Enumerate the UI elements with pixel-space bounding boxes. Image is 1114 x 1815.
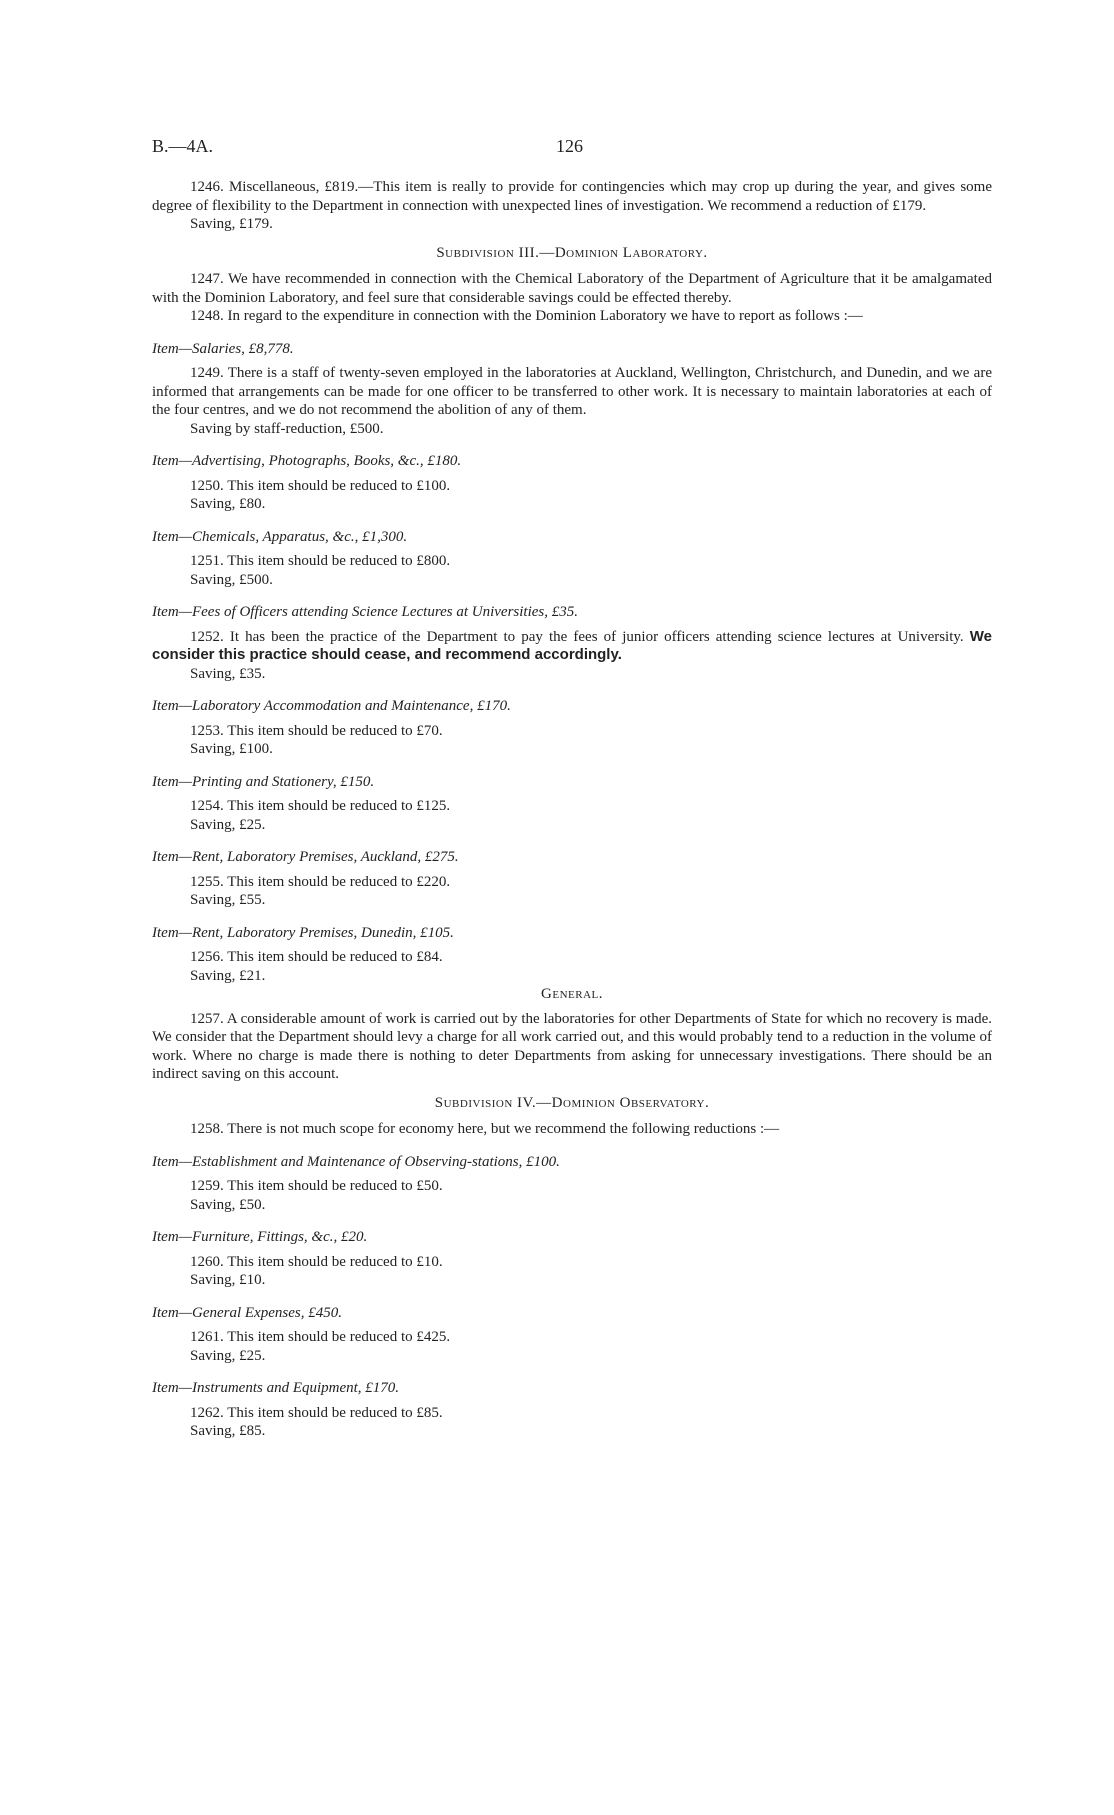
item-heading-advertising: Item—Advertising, Photographs, Books, &c., £180. xyxy=(152,453,462,469)
item-heading-instruments: Item—Instruments and Equipment, £170. xyxy=(152,1380,400,1396)
saving-1259: Saving, £50. xyxy=(190,1196,266,1213)
item-heading-lab-accommodation: Item—Laboratory Accommodation and Maintenance, £170. xyxy=(152,698,511,714)
paragraph-1251: 1251. This item should be reduced to £800. xyxy=(190,553,451,569)
item-heading-rent-auckland: Item—Rent, Laboratory Premises, Auckland, £275. xyxy=(152,849,459,865)
saving-1252: Saving, £35. xyxy=(190,665,266,682)
saving-1260: Saving, £10. xyxy=(190,1272,266,1288)
paragraph-1261: 1261. This item should be reduced to £425. xyxy=(190,1329,451,1345)
paragraph-1250: 1250. This item should be reduced to £100. xyxy=(190,477,451,494)
item-heading-printing: Item—Printing and Stationery, £150. xyxy=(152,773,375,790)
paragraph-1260: 1260. This item should be reduced to £10. xyxy=(190,1253,443,1270)
paragraph-1247: 1247. We have recommended in connection with the Chemical Laboratory of the Department of Agriculture that it be amalgamated with the Dominion Laboratory, and feel sure that considerable savings could be effected thereby. xyxy=(152,271,992,306)
general-heading: General. xyxy=(541,986,603,1002)
saving-1254: Saving, £25. xyxy=(190,816,266,833)
item-heading-fees: Item—Fees of Officers attending Science Lectures at Universities, £35. xyxy=(152,604,579,620)
saving-1261: Saving, £25. xyxy=(190,1347,266,1364)
item-heading-salaries: Item—Salaries, £8,778. xyxy=(152,340,294,357)
paragraph-1254: 1254. This item should be reduced to £125. xyxy=(190,798,451,814)
item-heading-rent-dunedin: Item—Rent, Laboratory Premises, Dunedin, £105. xyxy=(152,924,454,941)
paragraph-1259: 1259. This item should be reduced to £50. xyxy=(190,1178,443,1194)
item-heading-furniture: Item—Furniture, Fittings, &c., £20. xyxy=(152,1229,368,1245)
paragraph-1253: 1253. This item should be reduced to £70. xyxy=(190,722,443,739)
paragraph-1256: 1256. This item should be reduced to £84. xyxy=(190,949,443,965)
item-heading-general-expenses: Item—General Expenses, £450. xyxy=(152,1304,342,1321)
saving-1262: Saving, £85. xyxy=(190,1423,266,1439)
paragraph-1248: 1248. In regard to the expenditure in connection with the Dominion Laboratory we have to report as follows :— xyxy=(190,308,863,324)
paragraph-1252-emphasis: We consider this practice should cease, and recommend accordingly. xyxy=(152,627,992,663)
page-header xyxy=(152,136,994,160)
saving-1249: Saving by staff-reduction, £500. xyxy=(190,420,384,437)
saving-1250: Saving, £80. xyxy=(190,496,266,512)
paragraph-1249: 1249. There is a staff of twenty-seven employed in the laboratories at Auckland, Wellington, Christchurch, and Dunedin, and we are informed that arrangements can be made for one officer to be transferred to other work. It is necessary to maintain laboratories at each of the four centres, and we do not recommend the abolition of any of them. xyxy=(152,365,992,418)
saving-1251: Saving, £500. xyxy=(190,571,273,588)
item-heading-establishment: Item—Establishment and Maintenance of Observing-stations, £100. xyxy=(152,1153,560,1170)
paragraph-1252 xyxy=(152,628,992,665)
paragraph-1262: 1262. This item should be reduced to £85. xyxy=(190,1404,443,1421)
subdivision-iv-heading: Subdivision IV.—Dominion Observatory. xyxy=(434,1094,710,1111)
paragraph-1246: 1246. Miscellaneous, £819.—This item is really to provide for contingencies which may crop up during the year, and gives some degree of flexibility to the Department in connection with unexpected lines of investigation. We recommend a reduction of £179. xyxy=(152,179,992,214)
document-body xyxy=(152,178,992,1441)
paragraph-1257: 1257. A considerable amount of work is carried out by the laboratories for other Departments of State for which no recovery is made. We consider that the Department should levy a charge for all work carried out, and this would probably tend to a reduction in the volume of work. Where no charge is made there is nothing to deter Departments from asking for unnecessary investigations. There should be an indirect saving on this account. xyxy=(152,1010,992,1082)
subdivision-iii-heading: Subdivision III.—Dominion Laboratory. xyxy=(436,244,708,261)
paragraph-1255: 1255. This item should be reduced to £220. xyxy=(190,873,451,890)
saving-1256: Saving, £21. xyxy=(190,967,266,984)
saving-1246: Saving, £179. xyxy=(190,216,273,232)
paragraph-1258: 1258. There is not much scope for economy here, but we recommend the following reductions :— xyxy=(190,1121,780,1137)
paragraph-1252-text: 1252. It has been the practice of the Department to pay the fees of junior officers attending science lectures at University. xyxy=(190,628,964,645)
item-heading-chemicals: Item—Chemicals, Apparatus, &c., £1,300. xyxy=(152,528,408,545)
document-reference: B.—4A. xyxy=(152,136,214,156)
page-number: 126 xyxy=(556,136,583,156)
saving-1253: Saving, £100. xyxy=(190,741,273,757)
saving-1255: Saving, £55. xyxy=(190,892,266,908)
